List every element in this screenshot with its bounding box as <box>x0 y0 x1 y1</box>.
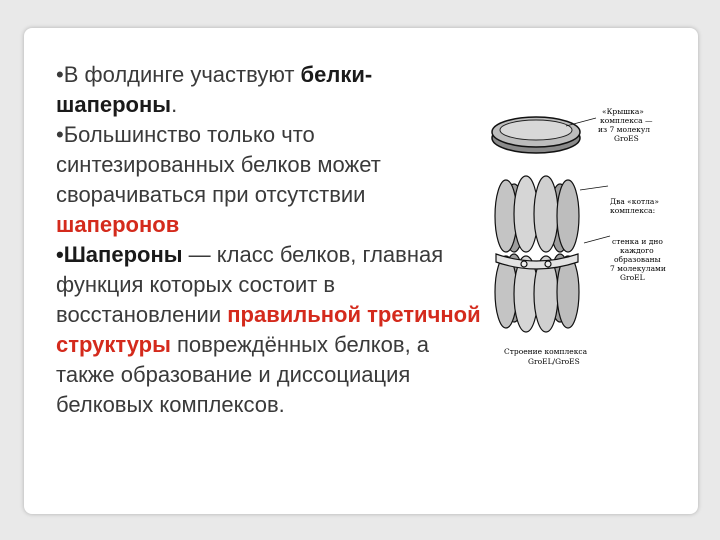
lid-label-4: GroES <box>614 134 639 143</box>
groel-barrel <box>495 176 579 332</box>
highlight-chaperones: шаперонов <box>56 212 180 237</box>
slide-body-text <box>56 60 486 420</box>
bullet-3 <box>56 240 486 420</box>
bullet-3-text-end: повреждённых белков, а также образование и диссоциация белковых комплексов. <box>56 332 430 417</box>
wall-leader-line <box>584 236 610 243</box>
cauldron-leader-line <box>580 186 608 190</box>
bullet-1 <box>56 60 486 120</box>
bullet-1-period: . <box>171 92 178 117</box>
wall-label-3: образованы <box>614 255 661 264</box>
figure-caption-2: GroEL/GroES <box>528 357 580 366</box>
bullet-3-text: — класс белков, главная функция которых состоит в восстановлении <box>56 242 444 327</box>
term-chaperones: •Шапероны <box>56 242 183 267</box>
groes-lid <box>492 117 580 153</box>
lid-label-1: «Крышка» <box>602 107 644 116</box>
figure-caption-1: Строение комплекса <box>504 347 588 356</box>
wall-label-5: GroEL <box>620 273 645 282</box>
bullet-2 <box>56 120 486 240</box>
bullet-1-text: •В фолдинге участвуют <box>56 62 301 87</box>
bullet-2-text: •Большинство только что синтезированных белков может сворачиваться при отсутствии <box>56 122 381 207</box>
wall-label-2: каждого <box>620 246 654 255</box>
cauldron-label-2: комплекса: <box>610 206 656 215</box>
lid-label-2: комплекса — <box>600 116 653 125</box>
slide <box>24 28 698 514</box>
lid-label-3: из 7 молекул <box>598 125 651 134</box>
groel-groes-diagram <box>484 68 674 388</box>
cauldron-label-1: Два «котла» <box>610 197 659 206</box>
groel-groes-figure <box>484 68 674 388</box>
highlight-tertiary-structure: правильной третичной структуры <box>56 302 481 357</box>
wall-label-4: 7 молекулами <box>610 264 666 273</box>
wall-label-1: стенка и дно <box>612 237 663 246</box>
term-chaperone-proteins: белки-шапероны <box>56 62 373 117</box>
